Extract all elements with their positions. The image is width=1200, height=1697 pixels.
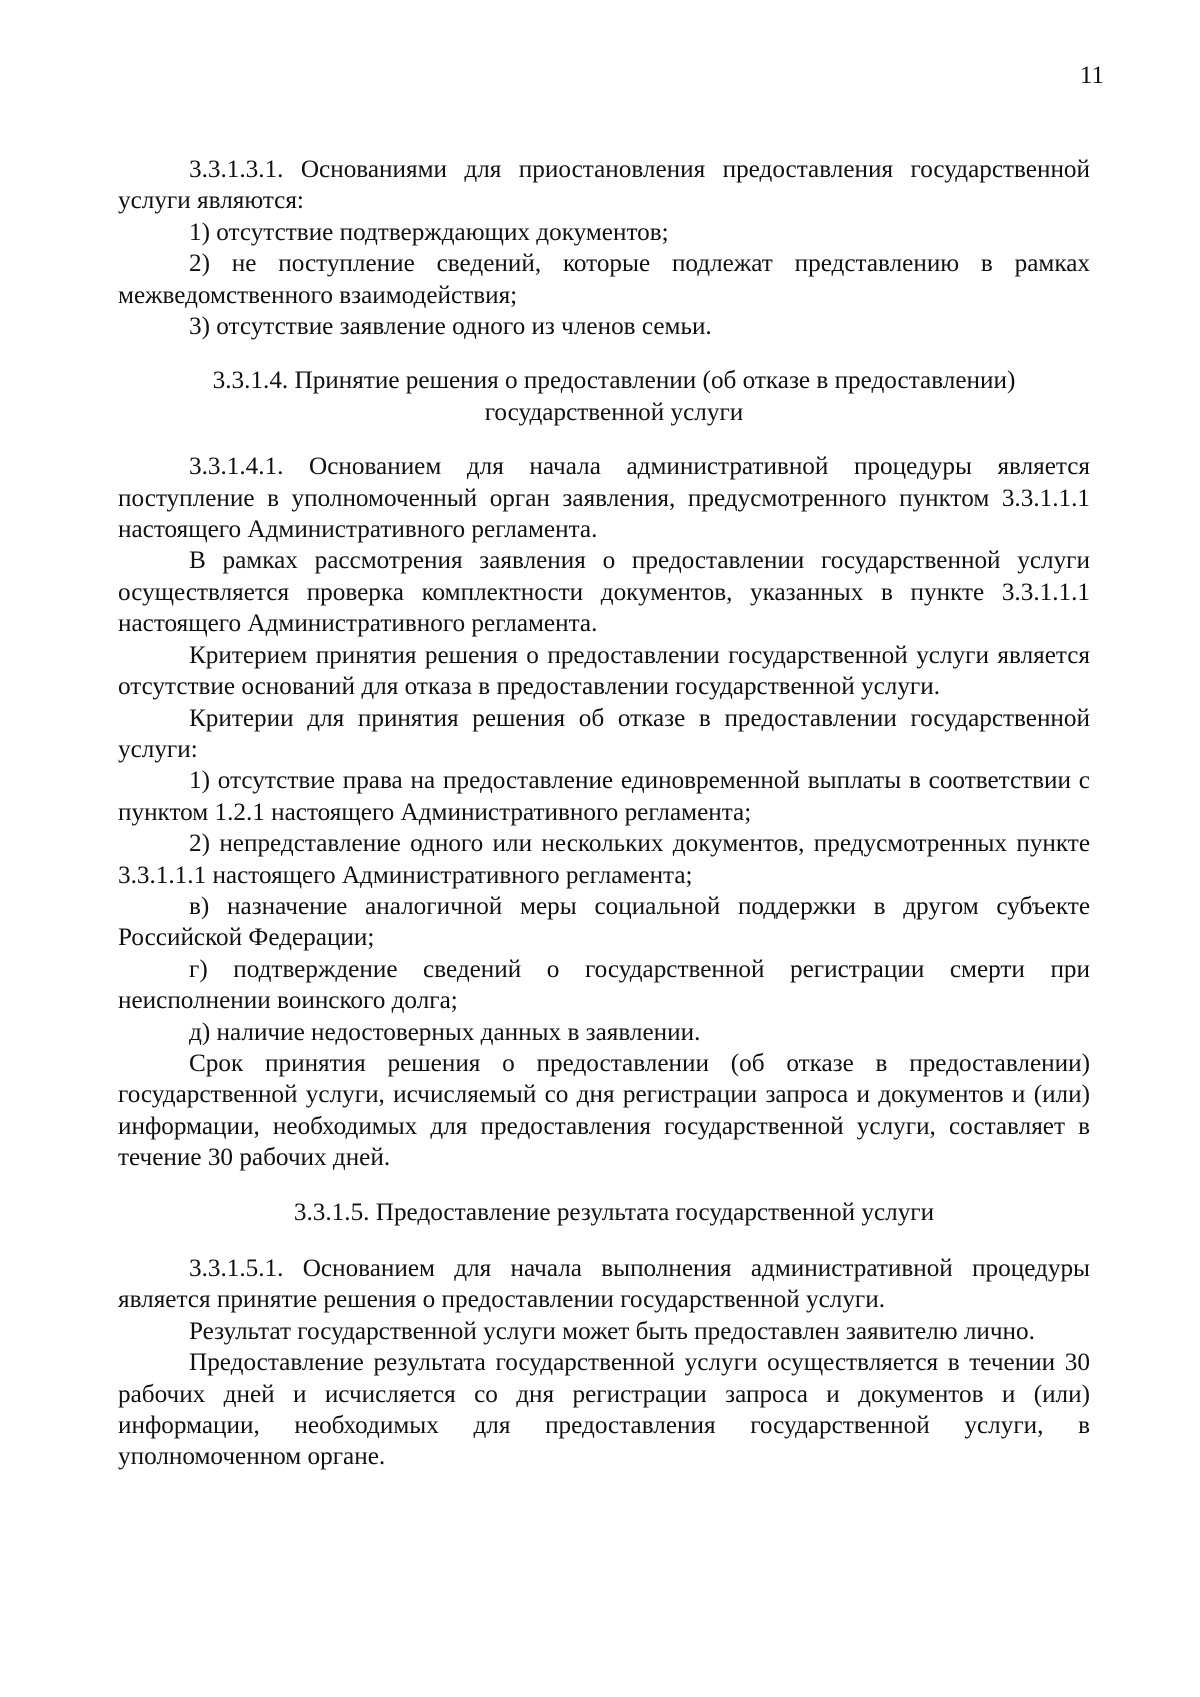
section-heading-3-3-1-5: 3.3.1.5. Предоставление результата государственной услуги: [293, 1198, 935, 1226]
refusal-item-2: 2) непредставление одного или нескольких документов, предусмотренных пункте 3.3.1.1.1 настоящего Административного регламента;: [118, 830, 1090, 889]
page-number: 11: [1079, 62, 1104, 89]
paragraph-decision-term: Срок принятия решения о предоставлении (об отказе в предоставлении) государственной услуги, исчисляемый со дня регистрации запроса и документов и (или) информации, необходимых для предоставления государственной услуги, составляет в течение 30 рабочих дней.: [118, 1049, 1090, 1172]
paragraph-completeness-check: В рамках рассмотрения заявления о предоставлении государственной услуги осуществляется проверка комплектности документов, указанных в пункте 3.3.1.1.1 настоящего Административного регламента.: [118, 547, 1090, 638]
refusal-item-d: д) наличие недостоверных данных в заявлении.: [189, 1018, 701, 1046]
paragraph-3-3-1-5-1: 3.3.1.5.1. Основанием для начала выполнения административной процедуры является принятие решения о предоставлении государственной услуги.: [118, 1255, 1090, 1314]
refusal-item-1: 1) отсутствие права на предоставление единовременной выплаты в соответствии с пунктом 1.2.1 настоящего Административного регламента;: [118, 767, 1090, 826]
paragraph-result-term: Предоставление результата государственной услуги осуществляется в течении 30 рабочих дней и исчисляется со дня регистрации запроса и документов и (или) информации, необходимых для предоставления государственной услуги, в уполномоченном органе.: [118, 1349, 1090, 1471]
list-item-1: 1) отсутствие подтверждающих документов;: [189, 218, 669, 246]
refusal-item-v: в) назначение аналогичной меры социальной поддержки в другом субъекте Российской Федерации;: [118, 892, 1090, 952]
paragraph-decision-criterion: Критерием принятия решения о предоставлении государственной услуги является отсутствие оснований для отказа в предоставлении государственной услуги.: [118, 641, 1090, 701]
paragraph-refusal-criteria: Критерии для принятия решения об отказе в предоставлении государственной услуги:: [118, 704, 1090, 763]
list-item-2: 2) не поступление сведений, которые подлежат представлению в рамках межведомственного взаимодействия;: [118, 250, 1090, 309]
section-heading-line-1: 3.3.1.4. Принятие решения о предоставлении (об отказе в предоставлении): [212, 367, 1016, 395]
paragraph-3-3-1-4-1: 3.3.1.4.1. Основанием для начала административной процедуры является поступление в уполномоченный орган заявления, предусмотренного пунктом 3.3.1.1.1 настоящего Административного регламента.: [118, 453, 1090, 544]
list-item-3: 3) отсутствие заявление одного из членов семьи.: [189, 313, 712, 341]
paragraph-suspension-grounds: 3.3.1.3.1. Основаниями для приостановления предоставления государственной услуги являются:: [118, 156, 1090, 215]
paragraph-result-in-person: Результат государственной услуги может быть предоставлен заявителю лично.: [189, 1317, 1035, 1345]
refusal-item-g: г) подтверждение сведений о государственной регистрации смерти при неисполнении воинского долга;: [118, 955, 1090, 1015]
document-body: [118, 154, 1090, 1473]
section-heading-line-2: государственной услуги: [484, 398, 744, 426]
section-heading-3-3-1-4: [118, 365, 1090, 428]
